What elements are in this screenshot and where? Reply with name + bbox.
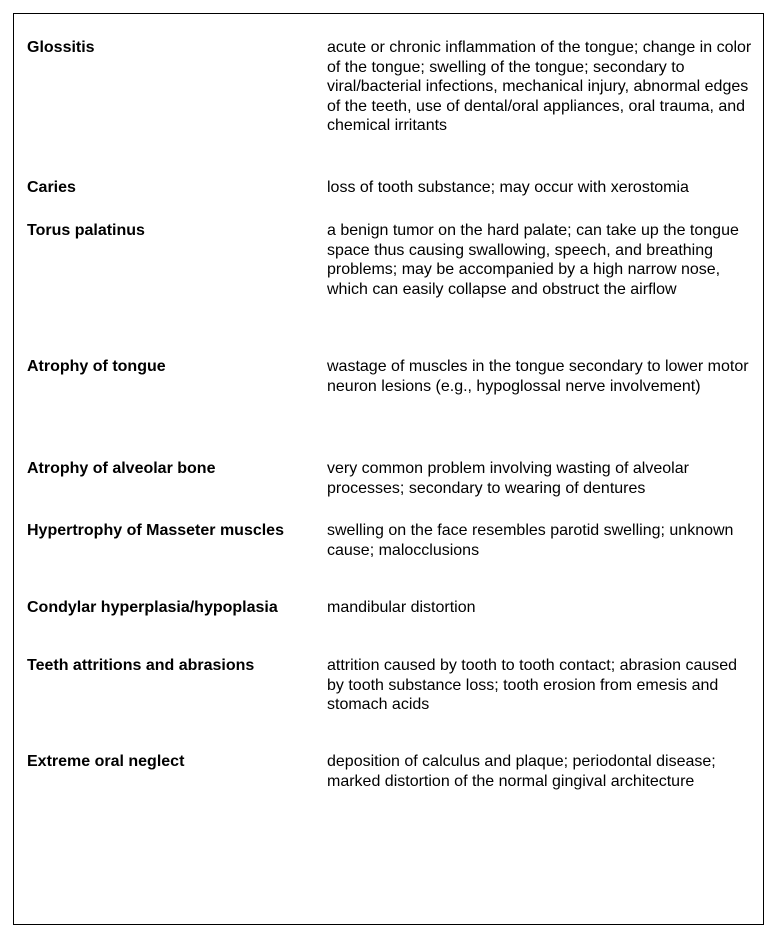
- entry-definition: swelling on the face resembles parotid swelling; unknown cause; malocclusions: [327, 522, 734, 559]
- entry-definition: wastage of muscles in the tongue secondary to lower motor neuron lesions (e.g., hypoglossal nerve involvement): [327, 358, 749, 395]
- entry-definition: acute or chronic inflammation of the tongue; change in color of the tongue; swelling of the tongue; secondary to viral/bacterial infections, mechanical injury, abnormal edges of the teeth, use of dental/oral appliances, oral trauma, and chemical irritants: [327, 39, 752, 134]
- entry-term: Condylar hyperplasia/hypoplasia: [27, 599, 278, 616]
- glossary-box: [13, 13, 764, 925]
- entry-definition: loss of tooth substance; may occur with xerostomia: [327, 179, 689, 196]
- entry-term: Caries: [27, 179, 76, 196]
- entry-term: Atrophy of tongue: [27, 358, 166, 375]
- entry-term: Hypertrophy of Masseter muscles: [27, 522, 284, 539]
- entry-term: Torus palatinus: [27, 222, 145, 239]
- entry-definition: mandibular distortion: [327, 599, 476, 616]
- entry-term: Glossitis: [27, 39, 95, 56]
- entry-definition: attrition caused by tooth to tooth contact; abrasion caused by tooth substance loss; tooth erosion from emesis and stomach acids: [327, 657, 738, 713]
- entry-term: Teeth attritions and abrasions: [27, 657, 255, 674]
- entry-term: Extreme oral neglect: [27, 753, 185, 770]
- entry-term: Atrophy of alveolar bone: [27, 460, 216, 477]
- entry-definition: a benign tumor on the hard palate; can take up the tongue space thus causing swallowing, speech, and breathing problems; may be accompanied by a high narrow nose, which can easily collapse and obstruct the airflow: [327, 222, 739, 298]
- entry-definition: deposition of calculus and plaque; periodontal disease; marked distortion of the normal gingival architecture: [327, 753, 716, 790]
- entry-definition: very common problem involving wasting of alveolar processes; secondary to wearing of dentures: [327, 460, 689, 497]
